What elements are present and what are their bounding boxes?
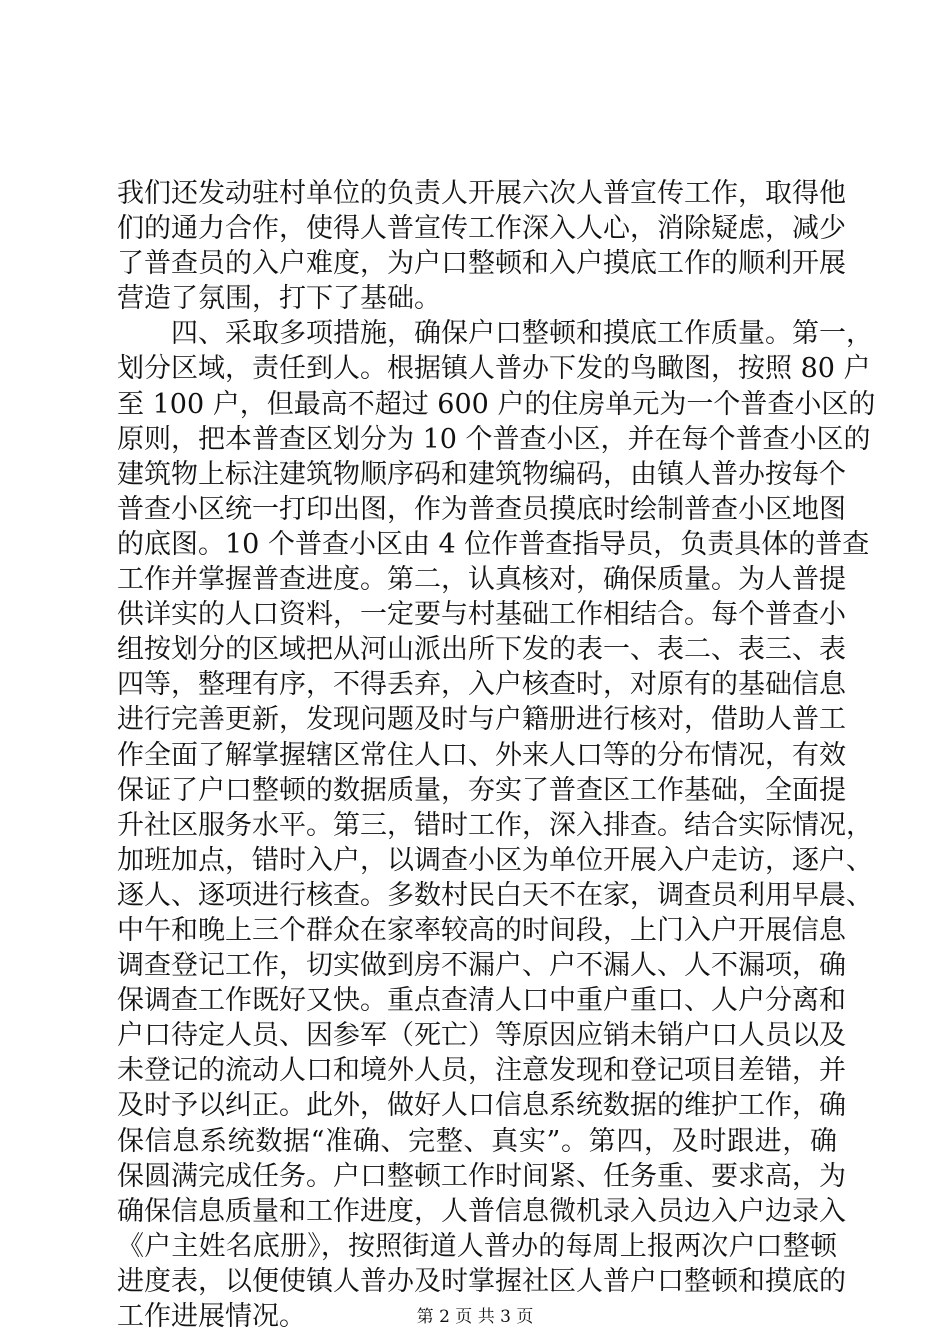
page-number: 第 2 页 共 3 页 <box>416 1307 534 1327</box>
text-line: 作全面了解掌握辖区常住人口、外来人口等的分布情况，有效 <box>117 739 846 771</box>
text-line: 进行完善更新，发现问题及时与户籍册进行核对，借助人普工 <box>117 704 846 736</box>
text-line: 进度表，以便使镇人普办及时掌握社区人普户口整顿和摸底的 <box>117 1265 846 1297</box>
text-line: 调查登记工作，切实做到房不漏户、户不漏人、人不漏项，确 <box>117 950 846 982</box>
page-footer <box>0 1302 950 1327</box>
text-line: 四等，整理有序，不得丢弃，入户核查时，对原有的基础信息 <box>117 669 846 701</box>
text-line: 工作并掌握普查进度。第二，认真核对，确保质量。为人普提 <box>117 564 846 596</box>
text-line: 《户主姓名底册》，按照街道人普办的每周上报两次户口整顿 <box>117 1230 837 1262</box>
text-line: 们的通力合作，使得人普宣传工作深入人心，消除疑虑，减少 <box>117 213 846 245</box>
text-line: 划分区域，责任到人。根据镇人普办下发的鸟瞰图，按照 80 户 <box>117 353 871 385</box>
text-line: 未登记的流动人口和境外人员，注意发现和登记项目差错，并 <box>117 1055 846 1087</box>
text-line: 营造了氛围，打下了基础。 <box>117 283 441 315</box>
text-line: 的底图。10 个普查小区由 4 位作普查指导员，负责具体的普查 <box>117 528 870 560</box>
text-line: 逐人、逐项进行核查。多数村民白天不在家，调查员利用早晨、 <box>117 879 873 911</box>
text-line: 保证了户口整顿的数据质量，夯实了普查区工作基础，全面提 <box>117 774 846 806</box>
text-line: 建筑物上标注建筑物顺序码和建筑物编码，由镇人普办按每个 <box>117 458 846 490</box>
document-body <box>117 176 876 1334</box>
text-line: 保调查工作既好又快。重点查清人口中重户重口、人户分离和 <box>117 985 846 1017</box>
text-line: 四、采取多项措施，确保户口整顿和摸底工作质量。第一， <box>117 318 873 350</box>
text-line: 供详实的人口资料，一定要与村基础工作相结合。每个普查小 <box>117 599 846 631</box>
text-line: 加班加点，错时入户，以调查小区为单位开展入户走访，逐户、 <box>117 844 873 876</box>
text-line: 户口待定人员、因参军（死亡）等原因应销未销户口人员以及 <box>117 1020 846 1052</box>
text-line: 工作进展情况。 <box>117 1301 306 1332</box>
text-line: 组按划分的区域把从河山派出所下发的表一、表二、表三、表 <box>117 634 846 666</box>
text-line: 了普查员的入户难度，为户口整顿和入户摸底工作的顺利开展 <box>117 248 846 280</box>
text-line: 我们还发动驻村单位的负责人开展六次人普宣传工作，取得他 <box>117 178 846 209</box>
text-line: 保圆满完成任务。户口整顿工作时间紧、任务重、要求高，为 <box>117 1160 846 1192</box>
paragraph-2 <box>117 316 876 1334</box>
text-line: 原则，把本普查区划分为 10 个普查小区，并在每个普查小区的 <box>117 423 871 455</box>
text-line: 确保信息质量和工作进度，人普信息微机录入员边入户边录入 <box>117 1195 846 1227</box>
text-line: 普查小区统一打印出图，作为普查员摸底时绘制普查小区地图 <box>117 493 846 525</box>
text-line: 及时予以纠正。此外，做好人口信息系统数据的维护工作，确 <box>117 1090 846 1122</box>
text-line: 中午和晚上三个群众在家率较高的时间段，上门入户开展信息 <box>117 914 846 946</box>
text-line: 至 100 户，但最高不超过 600 户的住房单元为一个普查小区的 <box>117 388 876 420</box>
text-line: 升社区服务水平。第三，错时工作，深入排查。结合实际情况， <box>117 809 873 841</box>
text-line: 保信息系统数据“准确、完整、真实”。第四，及时跟进，确 <box>117 1125 837 1157</box>
paragraph-1 <box>117 176 846 316</box>
